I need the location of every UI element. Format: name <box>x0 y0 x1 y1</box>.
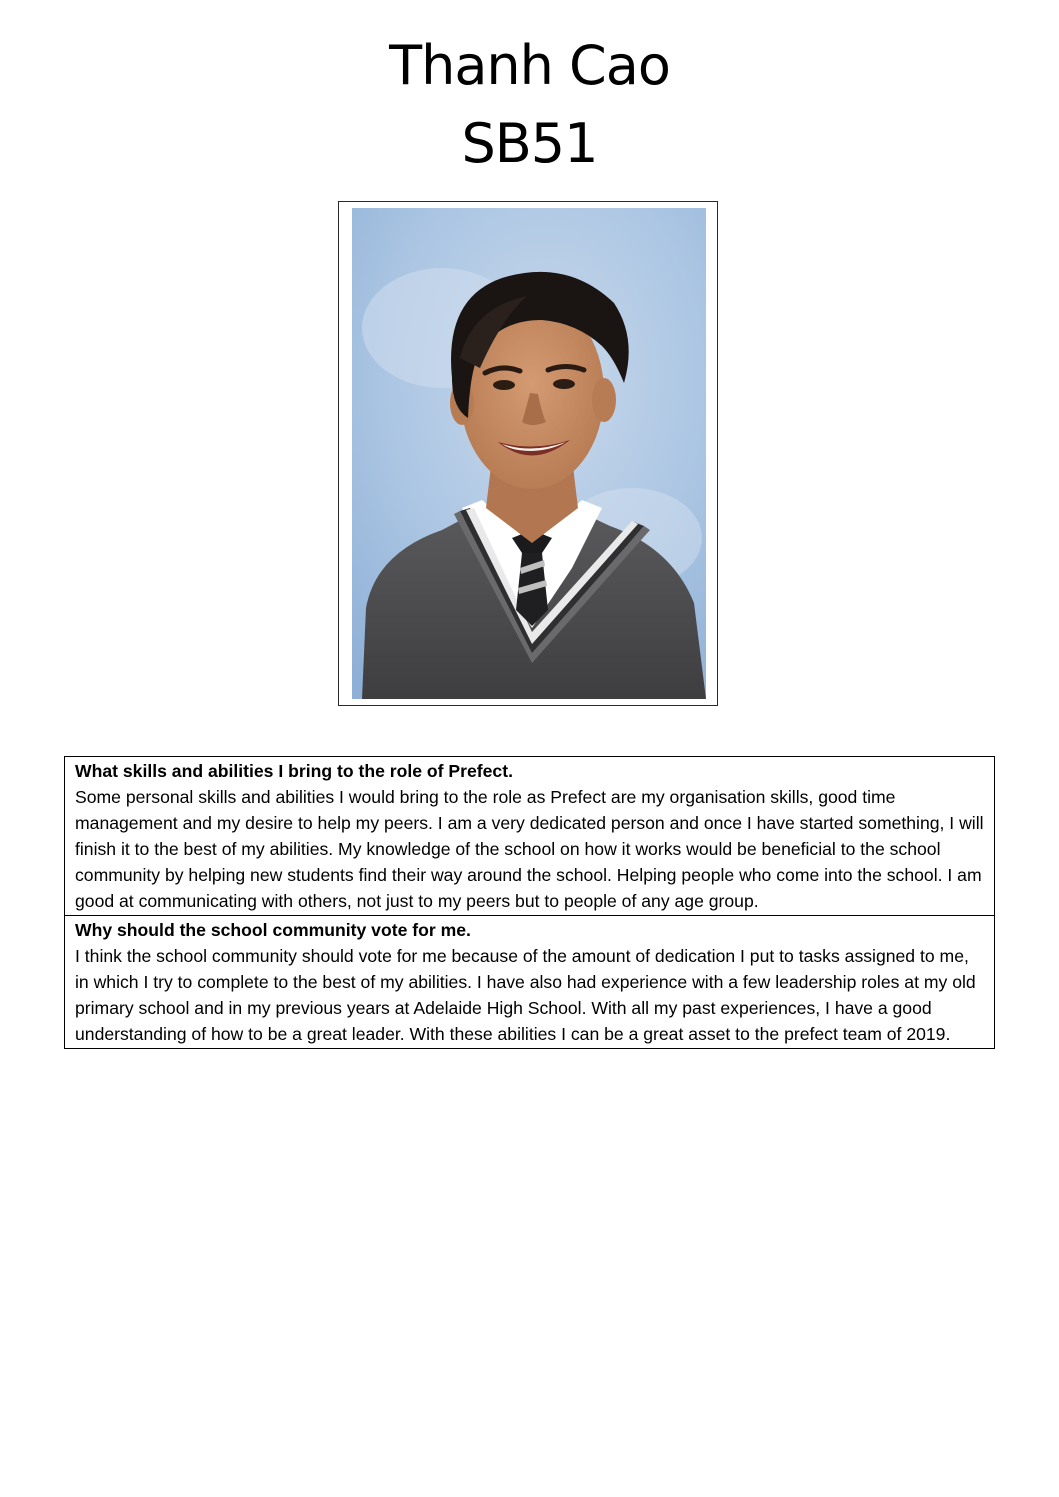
photo-frame <box>338 201 718 706</box>
vote-section <box>64 916 995 1049</box>
vote-heading: Why should the school community vote for me. <box>75 920 471 940</box>
candidate-statement <box>64 756 995 1049</box>
skills-heading: What skills and abilities I bring to the role of Prefect. <box>75 761 513 781</box>
student-portrait-photo <box>352 208 706 699</box>
candidate-code: SB51 <box>461 112 598 175</box>
candidate-name: Thanh Cao <box>389 34 670 97</box>
skills-section <box>64 756 995 916</box>
vote-body: I think the school community should vote for me because of the amount of dedication I put to tasks assigned to me, in which I try to complete to the best of my abilities. I have also had experience with a few leadership roles at my old primary school and in my previous years at Adelaide High School. With all my past experiences, I have a good understanding of how to be a great leader. With these abilities I can be a great asset to the prefect team of 2019. <box>75 946 976 1044</box>
skills-body: Some personal skills and abilities I would bring to the role as Prefect are my organisation skills, good time management and my desire to help my peers. I am a very dedicated person and once I have started something, I will finish it to the best of my abilities. My knowledge of the school on how it works would be beneficial to the school community by helping new students find their way around the school. Helping people who come into the school. I am good at communicating with others, not just to my peers but to people of any age group. <box>75 787 984 911</box>
